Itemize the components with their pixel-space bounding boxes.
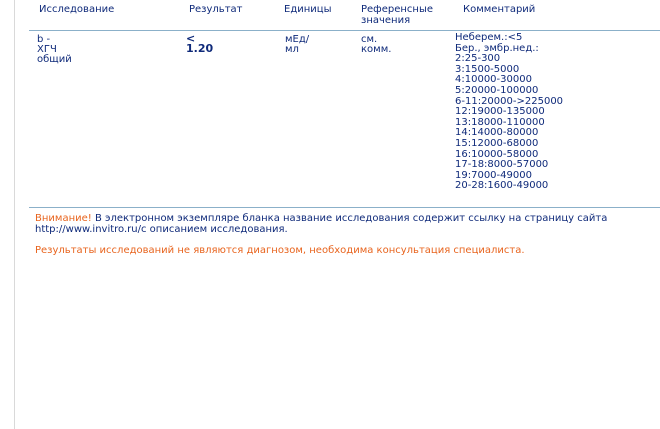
- header-units: Единицы: [284, 4, 332, 15]
- comment-line: 17-18:8000-57000: [455, 159, 549, 171]
- header-test: Исследование: [39, 4, 115, 15]
- comment-line: Бер., эмбр.нед.:: [455, 42, 539, 54]
- comment-line: 6-11:20000->225000: [455, 95, 564, 107]
- comment-line: 14:14000-80000: [455, 127, 539, 139]
- comment-line: 5:20000-100000: [455, 84, 539, 96]
- comment-line: 16:10000-58000: [455, 148, 539, 160]
- comment-line: Неберем.:<5: [455, 32, 523, 43]
- comment-line: 12:19000-135000: [455, 106, 545, 118]
- header-reference-line2: значения: [361, 15, 411, 26]
- comment-list: [455, 33, 563, 192]
- disclaimer-text: Результаты исследований не являются диагнозом, необходима консультация специалиста.: [35, 245, 525, 256]
- result-value: < 1.20: [186, 32, 214, 55]
- warning-label: Внимание!: [35, 213, 92, 224]
- table-bottom-divider: [29, 207, 660, 208]
- header-divider: [29, 30, 660, 31]
- notice-text: В электронном экземпляре бланка название исследования содержит ссылку на страницу сайта http://www.invitro.ru/с описанием исследования.: [35, 213, 608, 235]
- comment-line: 3:1500-5000: [455, 63, 520, 75]
- header-comment: Комментарий: [463, 4, 536, 15]
- test-name-link[interactable]: b - ХГЧ общий: [37, 34, 72, 65]
- comment-line: 4:10000-30000: [455, 74, 532, 86]
- report-page: [14, 0, 660, 429]
- units-value: мЕд/мл: [285, 34, 310, 55]
- comment-line: 15:12000-68000: [455, 137, 539, 149]
- comment-line: 2:25-300: [455, 53, 501, 65]
- comment-line: 19:7000-49000: [455, 169, 532, 181]
- header-reference-line1: Референсные: [361, 4, 434, 15]
- reference-value: см. комм.: [361, 34, 392, 55]
- header-result: Результат: [189, 4, 243, 15]
- notice-paragraph: [35, 213, 655, 235]
- comment-line: 13:18000-110000: [455, 116, 545, 128]
- comment-line: 20-28:1600-49000: [455, 180, 549, 192]
